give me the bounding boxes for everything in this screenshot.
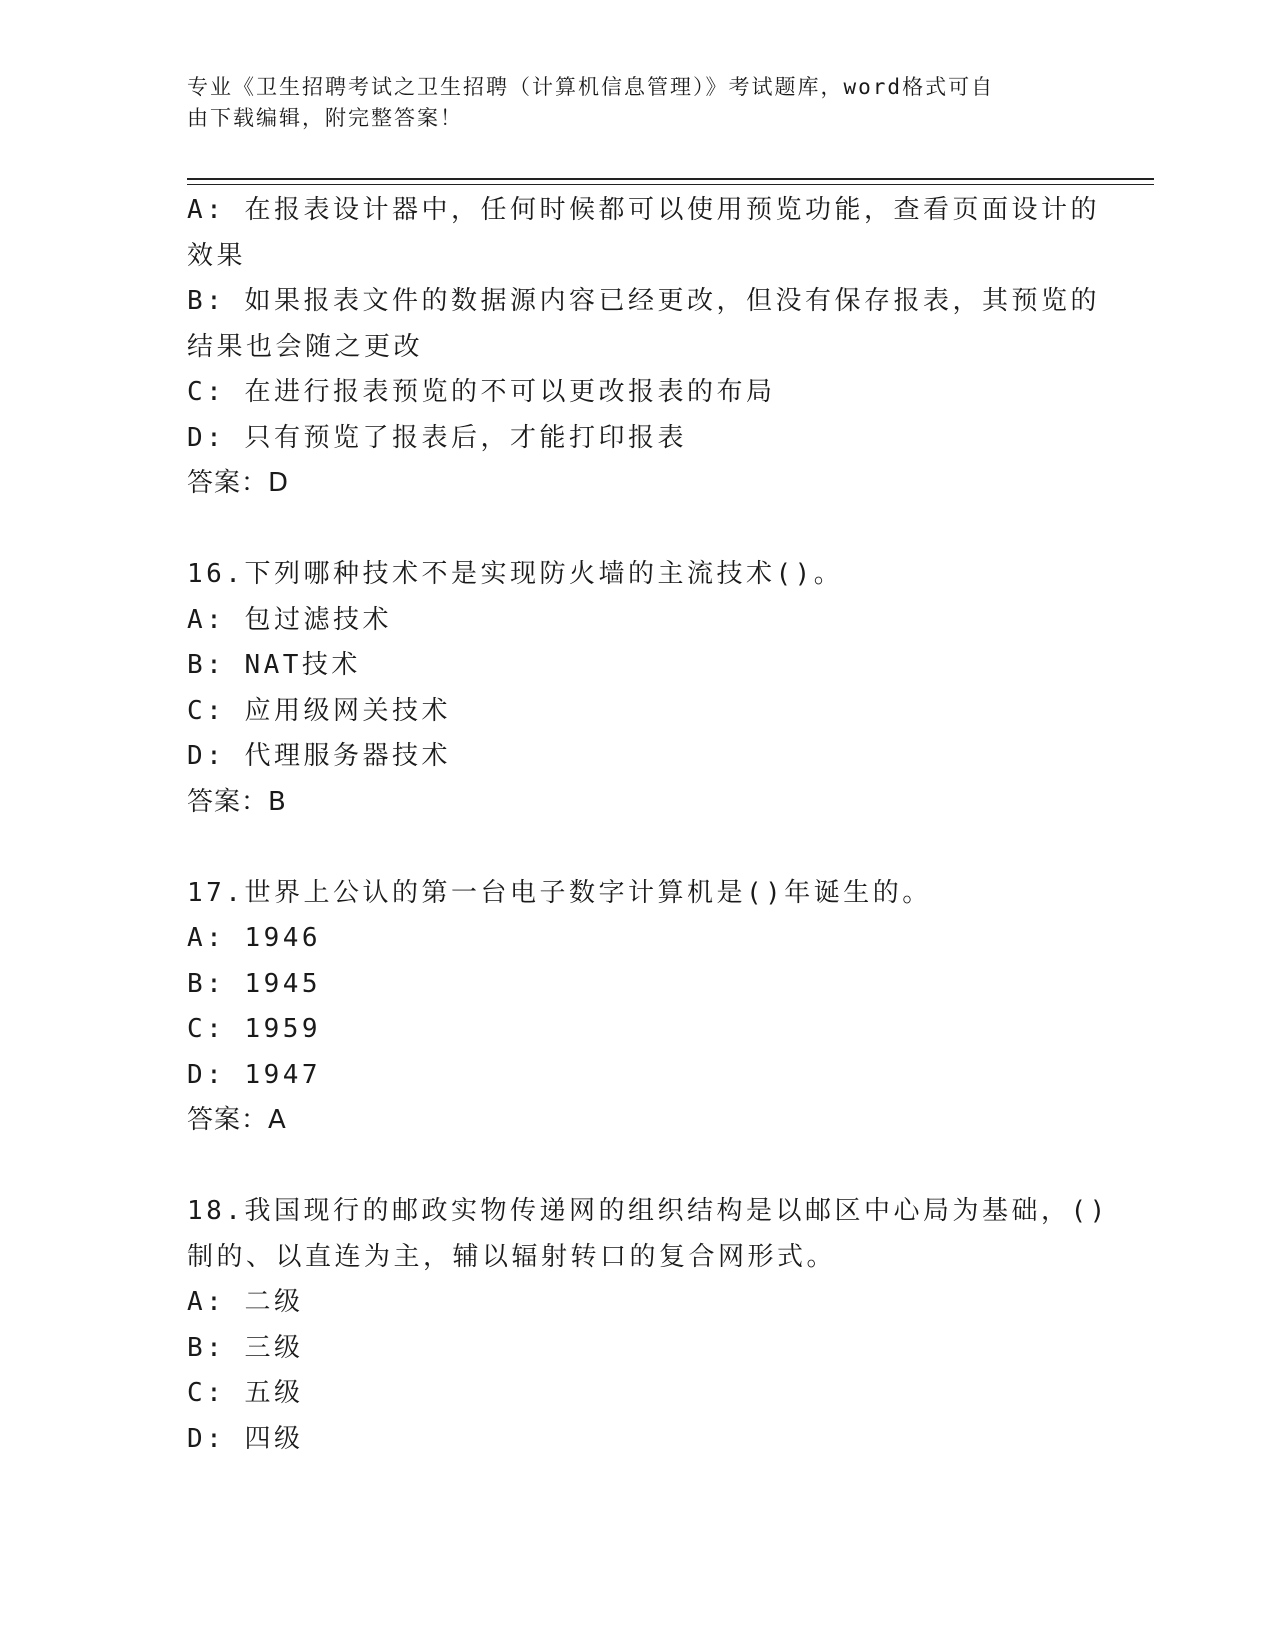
option-a: A: 二级 bbox=[187, 1287, 304, 1317]
answer: 答案：D bbox=[187, 468, 290, 498]
header-line-1: 专业《卫生招聘考试之卫生招聘（计算机信息管理）》考试题库，word格式可自 bbox=[187, 75, 995, 99]
question-16 bbox=[187, 552, 1087, 825]
question-stem: 16.下列哪种技术不是实现防火墙的主流技术()。 bbox=[187, 559, 844, 589]
question-stem-line-1: 18.我国现行的邮政实物传递网的组织结构是以邮区中心局为基础，() bbox=[187, 1196, 1109, 1226]
option-d: D: 1947 bbox=[187, 1059, 322, 1090]
question-stem: 17.世界上公认的第一台电子数字计算机是()年诞生的。 bbox=[187, 877, 932, 908]
option-b: B: 三级 bbox=[187, 1332, 304, 1363]
option-a: A: 1946 bbox=[187, 923, 322, 953]
option-a-line-2: 效果 bbox=[187, 240, 247, 271]
option-d: D: 四级 bbox=[187, 1423, 304, 1454]
option-c: C: 五级 bbox=[187, 1378, 304, 1408]
option-d: D: 代理服务器技术 bbox=[187, 741, 451, 771]
option-b: B: 1945 bbox=[187, 968, 322, 999]
option-a-line-1: A: 在报表设计器中，任何时候都可以使用预览功能，查看页面设计的 bbox=[187, 195, 1100, 225]
option-b-line-1: B: 如果报表文件的数据源内容已经更改，但没有保存报表，其预览的 bbox=[187, 286, 1100, 316]
header-line-2: 由下载编辑，附完整答案！ bbox=[187, 106, 463, 130]
answer: 答案：B bbox=[187, 786, 287, 817]
option-b: B: NAT技术 bbox=[187, 650, 361, 680]
spacer bbox=[187, 1144, 1087, 1190]
option-c: C: 1959 bbox=[187, 1014, 322, 1044]
header-divider-thick bbox=[187, 178, 1154, 180]
spacer bbox=[187, 507, 1087, 553]
document-body bbox=[187, 188, 1109, 1462]
header-divider-thin bbox=[187, 184, 1154, 185]
option-c: C: 应用级网关技术 bbox=[187, 695, 451, 726]
question-15-continued bbox=[187, 188, 1100, 507]
answer: 答案：A bbox=[187, 1105, 287, 1135]
option-b-line-2: 结果也会随之更改 bbox=[187, 331, 424, 362]
option-d: D: 只有预览了报表后，才能打印报表 bbox=[187, 422, 687, 453]
question-18 bbox=[187, 1189, 1109, 1462]
option-c: C: 在进行报表预览的不可以更改报表的布局 bbox=[187, 377, 776, 407]
option-a: A: 包过滤技术 bbox=[187, 604, 392, 635]
question-17 bbox=[187, 871, 1087, 1144]
question-stem-line-2: 制的、以直连为主，辅以辐射转口的复合网形式。 bbox=[187, 1241, 837, 1272]
document-header bbox=[187, 72, 1067, 134]
spacer bbox=[187, 825, 1087, 871]
